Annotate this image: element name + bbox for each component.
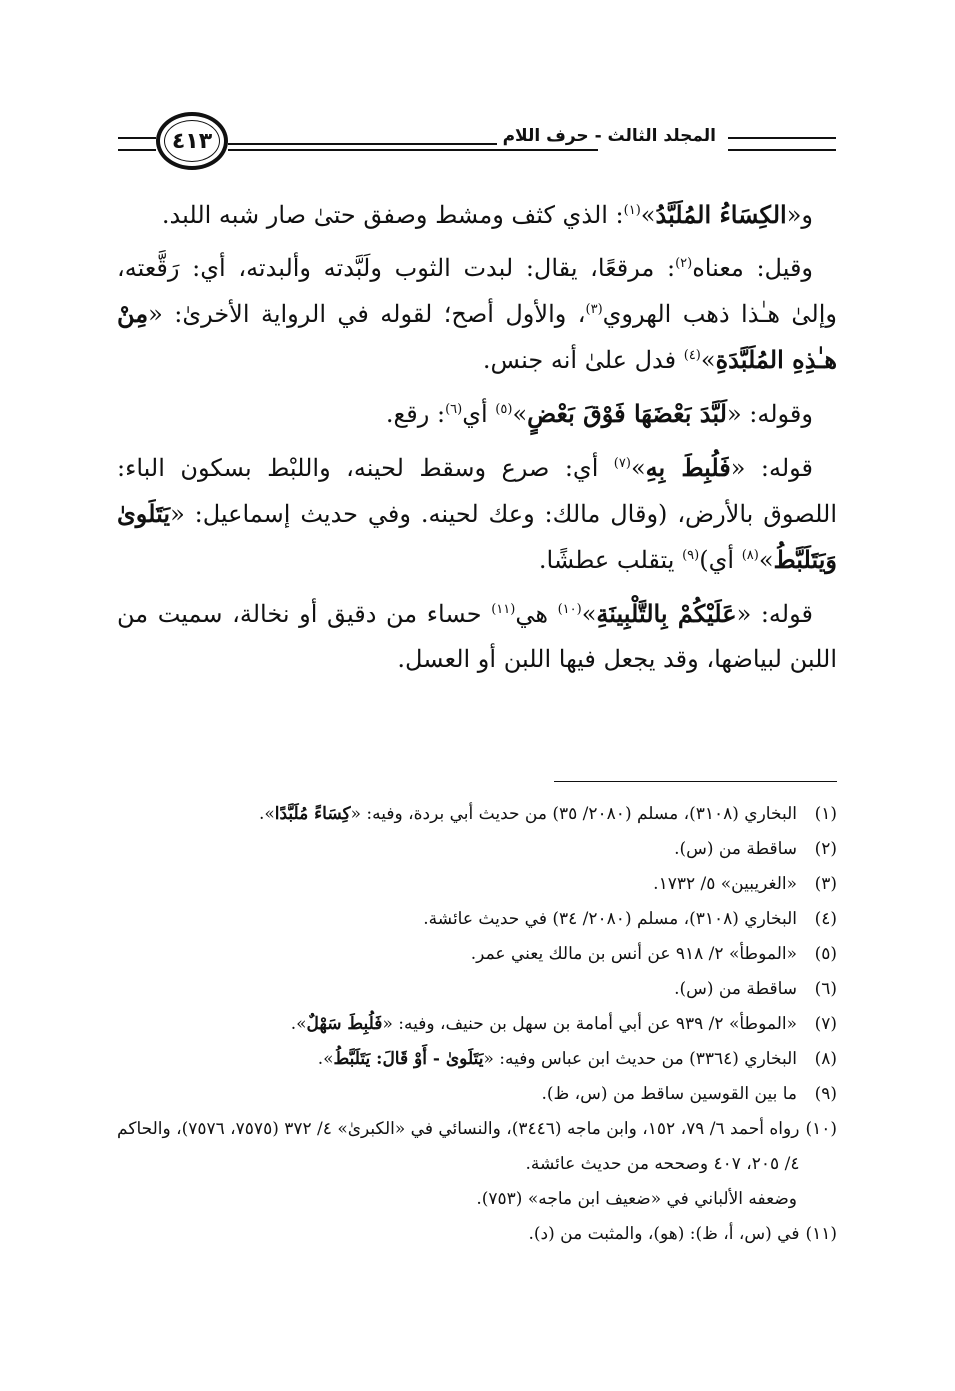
footnote-marker: (٧) <box>613 456 631 471</box>
text-run: ، والأول أصح؛ لقوله في الرواية الأخرىٰ: « <box>148 300 586 328</box>
footnote-number: (٨) <box>814 1049 837 1069</box>
footnote-marker: (٨) <box>741 548 759 563</box>
text-run: ساقطة من (س). <box>674 979 797 999</box>
footnote-text <box>117 1217 799 1252</box>
paragraph <box>117 591 837 682</box>
footnote-marker: (٤) <box>683 348 701 363</box>
page-number: ٤١٣ <box>171 128 213 154</box>
paragraph <box>117 391 837 437</box>
footnote <box>117 902 837 937</box>
text-run: ». <box>317 1049 334 1069</box>
hadith-term: لَبَّدَ بَعْضَهَا فَوْقَ بَعْضٍ <box>527 399 727 428</box>
page-number-ornament <box>156 112 228 170</box>
footnote-number: (٤) <box>814 909 837 929</box>
running-title: المجلد الثالث - حرف اللام <box>497 126 722 146</box>
text-run: : مرقعًا، يقال: لبدت الثوب ولَبَّدته وألبدته، أي: رَقَّعته، وإلىٰ هـٰذا ذهب الهروي <box>117 254 838 328</box>
text-run: » <box>581 600 597 628</box>
hadith-term: مِنْ هـٰذِهِ المُلَبَّدَةِ <box>117 299 837 374</box>
text-run: » <box>630 454 646 482</box>
text-run: «الموطأ» ٢/ ٩٣٩ عن أبي أمامة بن سهل بن حنيف، وفيه: « <box>382 1014 797 1034</box>
text-run: هي <box>515 600 558 628</box>
hadith-term: فَلُبِطَ بِهِ <box>645 453 731 482</box>
footnote-marker: (٣) <box>585 302 603 317</box>
footnote-text <box>117 1007 797 1042</box>
footnote-text <box>117 867 797 902</box>
footnote <box>117 867 837 902</box>
header-rule <box>728 137 836 139</box>
text-run: » <box>758 546 774 574</box>
footnote <box>117 1217 837 1252</box>
footnote <box>117 937 837 972</box>
header-rule <box>118 137 156 139</box>
hadith-term: كِسَاءً مُلَبَّدًا <box>274 804 351 824</box>
footnote <box>117 1077 837 1112</box>
text-run: ما بين القوسين ساقط من (س، ظ). <box>541 1084 797 1104</box>
footnote-number: (٦) <box>814 979 837 999</box>
text-run: : رقع. <box>385 400 446 428</box>
hadith-term: يَتَلَوىٰ - أَوْ قَالَ: يَتَلَبَّطُ <box>333 1049 484 1069</box>
page-header <box>118 112 836 176</box>
footnotes <box>117 797 837 1252</box>
text-run: أي) <box>699 546 742 574</box>
text-run: وقوله: « <box>726 400 813 428</box>
hadith-term: فَلُبِطَ سَهْلٌ <box>306 1014 383 1034</box>
hadith-term: يَتَلَوىٰ وَيَتَلَبَّطُ <box>117 499 837 574</box>
footnote <box>117 1042 837 1077</box>
text-run: «الموطأ» ٢/ ٩١٨ عن أنس بن مالك يعني عمر. <box>470 944 797 964</box>
footnote-number: (١١) <box>805 1224 837 1244</box>
footnote-marker: (١) <box>623 203 641 218</box>
hadith-term: عَلَيْكُمْ بِالتَّلْبِينَةِ <box>596 599 737 628</box>
footnote-text <box>117 1077 797 1112</box>
text-run: البخاري (٣١٠٨)، مسلم (٢٠٨٠/ ٣٥) من حديث أبي بردة، وفيه: « <box>350 804 797 824</box>
text-run: في (س، أ، ظ): (هو)، والمثبت من (د). <box>528 1224 800 1244</box>
text-run: » <box>700 346 716 374</box>
text-run: حساء من دقيق أو نخالة، سميت من اللبن لبياضها، وقد يجعل فيها اللبن أو العسل. <box>117 600 837 673</box>
text-run: : الذي كثف ومشط وصفق حتىٰ صار شبه اللبد. <box>161 201 624 229</box>
text-run: البخاري (٣٣٦٤) من حديث ابن عباس وفيه: « <box>483 1049 797 1069</box>
text-run: قوله: « <box>730 454 814 482</box>
footnote-number: (١) <box>814 804 837 824</box>
text-run: » <box>512 400 528 428</box>
footnote <box>117 1007 837 1042</box>
paragraph <box>117 445 837 583</box>
footnote-text <box>117 1042 797 1077</box>
text-run: يتقلب عطشًا. <box>538 546 683 574</box>
text-run: فدل علىٰ أنه جنس. <box>482 346 684 374</box>
text-run: رواه أحمد ٦/ ٧٩، ١٥٢، وابن ماجه (٣٤٤٦)، والنسائي في «الكبرىٰ» ٤/ ٣٧٢ (٧٥٧٥، ٧٥٧٦)، والحاكم ٤/ ٢٠٥، ٤٠٧ وصححه من حديث عائشة. <box>117 1119 800 1174</box>
footnote-number: (٢) <box>814 839 837 859</box>
text-run: وقيل: معناه <box>692 254 814 282</box>
text-run: البخاري (٣١٠٨)، مسلم (٢٠٨٠/ ٣٤) في حديث عائشة. <box>423 909 797 929</box>
footnote-number: (٣) <box>814 874 837 894</box>
footnote <box>117 832 837 867</box>
header-rule <box>118 149 156 151</box>
footnote-continuation: وضعفه الألباني في «ضعيف ابن ماجه» (٧٥٣). <box>476 1189 797 1209</box>
text-run: ساقطة من (س). <box>674 839 797 859</box>
header-rule <box>228 149 598 151</box>
footnote-text <box>117 1112 799 1182</box>
footnote-marker: (٩) <box>682 548 700 563</box>
footnote <box>117 1112 837 1182</box>
footnote <box>117 972 837 1007</box>
main-text <box>117 192 837 690</box>
footnote-text <box>117 937 797 972</box>
text-run: ». <box>290 1014 307 1034</box>
text-run: » <box>640 201 656 229</box>
footnote-number: (٧) <box>814 1014 837 1034</box>
paragraph <box>117 246 837 383</box>
footnote-text <box>117 972 797 1007</box>
footnote-text <box>117 797 797 832</box>
hadith-term: الكِسَاءُ المُلَبَّدُ <box>655 200 787 229</box>
footnote-number: (٩) <box>814 1084 837 1104</box>
text-run: و« <box>786 201 813 229</box>
text-run: «الغريبين» ٥/ ١٧٣٢. <box>653 874 797 894</box>
text-run: أي <box>462 400 496 428</box>
footnote-text <box>117 902 797 937</box>
footnote-marker: (٥) <box>495 402 513 417</box>
text-run: ». <box>258 804 275 824</box>
paragraph <box>117 192 837 238</box>
footnote-text <box>117 832 797 867</box>
text-run: أي: صرع وسقط لحينه، واللبْط بسكون الباء: اللصوق بالأرض، (وقال مالك: وعك لحينه. وفي حديث إسماعيل: « <box>117 454 837 528</box>
footnote <box>117 797 837 832</box>
footnote-marker: (١٠) <box>557 602 582 617</box>
footnote-marker: (٢) <box>675 256 693 271</box>
footnote-number: (٥) <box>814 944 837 964</box>
text-run: قوله: « <box>736 600 813 628</box>
header-rule <box>728 149 836 151</box>
footnote-marker: (١١) <box>491 602 516 617</box>
footnote-separator <box>554 781 837 782</box>
footnote-number: (١٠) <box>805 1119 837 1139</box>
footnote-marker: (٦) <box>445 402 463 417</box>
